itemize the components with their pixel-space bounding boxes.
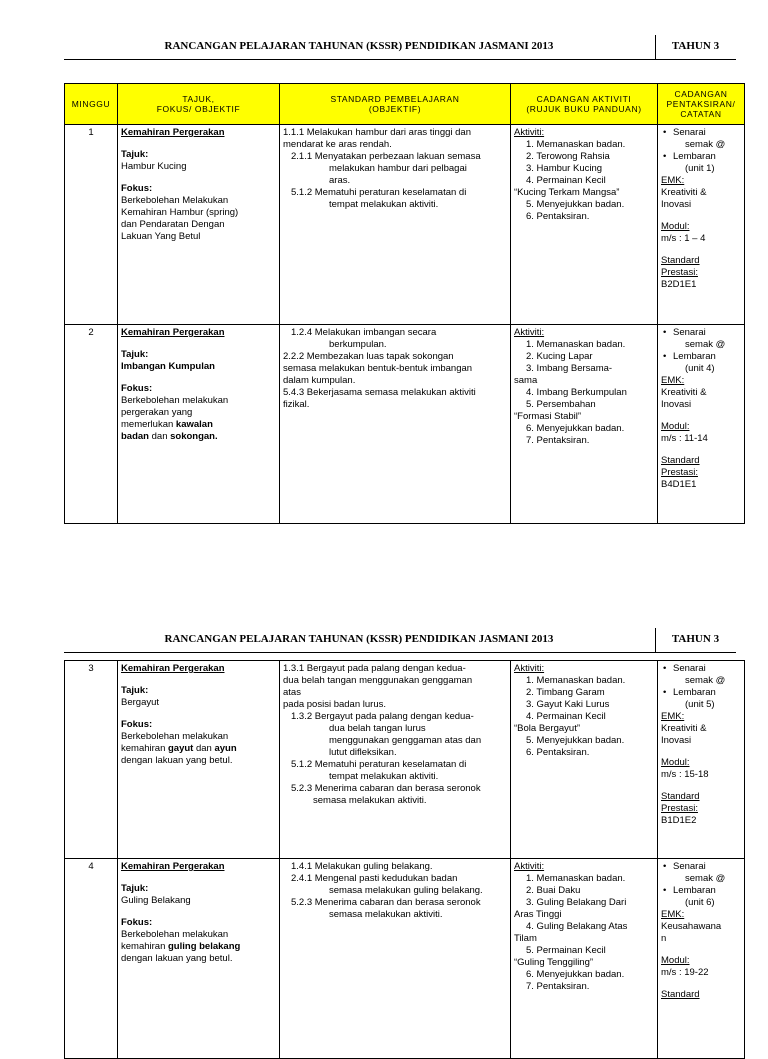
col-activity: CADANGAN AKTIVITI (RUJUK BUKU PANDUAN) bbox=[511, 84, 658, 125]
assessment-cell: • Senarai semak @ • Lembaran (unit 6) EMK: Keusahawana n Modul: m/s : 19-22 Standard bbox=[658, 859, 745, 1059]
activity-cell: Aktiviti: 1. Memanaskan badan. 2. Kucing Lapar 3. Imbang Bersama- sama 4. Imbang Berkumpulan 5. Persembahan “Formasi Stabil” 6. Menyejukkan badan. 7. Pentaksiran. bbox=[511, 325, 658, 524]
lesson-plan-table-2 bbox=[64, 660, 745, 1059]
table-row bbox=[65, 125, 745, 325]
week-number: 2 bbox=[65, 325, 118, 524]
table-row bbox=[65, 661, 745, 859]
standard-cell: 1.4.1 Melakukan guling belakang. 2.4.1 Mengenal pasti kedudukan badan semasa melakukan guling belakang. 5.2.3 Menerima cabaran dan berasa seronok semasa melakukan aktiviti. bbox=[280, 859, 511, 1059]
page-header-2 bbox=[64, 628, 736, 652]
topic-cell: Kemahiran Pergerakan Tajuk: Hambur Kucing Fokus: Berkebolehan Melakukan Kemahiran Hambur (spring) dan Pendaratan Dengan Lakuan Yang Betul bbox=[118, 125, 280, 325]
header-rule bbox=[64, 59, 736, 60]
assessment-cell: • Senarai semak @ • Lembaran (unit 4) EMK: Kreativiti & Inovasi Modul: m/s : 11-14 Standard Prestasi: B4D1E1 bbox=[658, 325, 745, 524]
assessment-cell: • Senarai semak @ • Lembaran (unit 1) EMK: Kreativiti & Inovasi Modul: m/s : 1 – 4 Standard Prestasi: B2D1E1 bbox=[658, 125, 745, 325]
page-header-1 bbox=[64, 35, 736, 59]
col-assessment: CADANGAN PENTAKSIRAN/ CATATAN bbox=[658, 84, 745, 125]
topic-cell: Kemahiran Pergerakan Tajuk: Guling Belakang Fokus: Berkebolehan melakukan kemahiran guling belakang dengan lakuan yang betul. bbox=[118, 859, 280, 1059]
table-row bbox=[65, 325, 745, 524]
header-rule bbox=[64, 652, 736, 653]
table-row bbox=[65, 859, 745, 1059]
assessment-cell: • Senarai semak @ • Lembaran (unit 5) EMK: Kreativiti & Inovasi Modul: m/s : 15-18 Standard Prestasi: B1D1E2 bbox=[658, 661, 745, 859]
activity-cell: Aktiviti: 1. Memanaskan badan. 2. Buai Daku 3. Guling Belakang Dari Aras Tinggi 4. Guling Belakang Atas Tilam 5. Permainan Kecil “Guling Tenggiling” 6. Menyejukkan badan. 7. Pentaksiran. bbox=[511, 859, 658, 1059]
week-number: 4 bbox=[65, 859, 118, 1059]
document-title: RANCANGAN PELAJARAN TAHUNAN (KSSR) PENDIDIKAN JASMANI 2013 bbox=[164, 40, 554, 52]
year-label: TAHUN 3 bbox=[671, 40, 720, 52]
standard-cell: 1.1.1 Melakukan hambur dari aras tinggi dan mendarat ke aras rendah. 2.1.1 Menyatakan perbezaan lakuan semasa melakukan hambur dari pelbagai aras. 5.1.2 Mematuhi peraturan keselamatan di tempat melakukan aktiviti. bbox=[280, 125, 511, 325]
week-number: 1 bbox=[65, 125, 118, 325]
col-topic: TAJUK, FOKUS/ OBJEKTIF bbox=[118, 84, 280, 125]
activity-cell: Aktiviti: 1. Memanaskan badan. 2. Terowong Rahsia 3. Hambur Kucing 4. Permainan Kecil “Kucing Terkam Mangsa” 5. Menyejukkan badan. 6. Pentaksiran. bbox=[511, 125, 658, 325]
activity-cell: Aktiviti: 1. Memanaskan badan. 2. Timbang Garam 3. Gayut Kaki Lurus 4. Permainan Kecil “Bola Bergayut” 5. Menyejukkan badan. 6. Pentaksiran. bbox=[511, 661, 658, 859]
document-title: RANCANGAN PELAJARAN TAHUNAN (KSSR) PENDIDIKAN JASMANI 2013 bbox=[164, 633, 554, 645]
standard-cell: 1.2.4 Melakukan imbangan secara berkumpulan. 2.2.2 Membezakan luas tapak sokongan semasa melakukan bentuk-bentuk imbangan dalam kumpulan. 5.4.3 Bekerjasama semasa melakukan aktiviti fizikal. bbox=[280, 325, 511, 524]
lesson-plan-table-1 bbox=[64, 83, 745, 524]
col-week: MINGGU bbox=[65, 84, 118, 125]
table-header-row bbox=[65, 84, 745, 125]
year-label: TAHUN 3 bbox=[671, 633, 720, 645]
topic-cell: Kemahiran Pergerakan Tajuk: Bergayut Fokus: Berkebolehan melakukan kemahiran gayut dan ayun dengan lakuan yang betul. bbox=[118, 661, 280, 859]
topic-cell: Kemahiran Pergerakan Tajuk: Imbangan Kumpulan Fokus: Berkebolehan melakukan pergerakan yang memerlukan kawalan badan dan sokongan. bbox=[118, 325, 280, 524]
week-number: 3 bbox=[65, 661, 118, 859]
standard-cell: 1.3.1 Bergayut pada palang dengan kedua- dua belah tangan menggunakan genggaman atas pada posisi badan lurus. 1.3.2 Bergayut pada palang dengan kedua- dua belah tangan lurus menggunakan genggaman atas dan lutut difleksikan. 5.1.2 Mematuhi peraturan keselamatan di tempat melakukan aktiviti. 5.2.3 Menerima cabaran dan berasa seronok semasa melakukan aktiviti. bbox=[280, 661, 511, 859]
col-standard: STANDARD PEMBELAJARAN (OBJEKTIF) bbox=[280, 84, 511, 125]
